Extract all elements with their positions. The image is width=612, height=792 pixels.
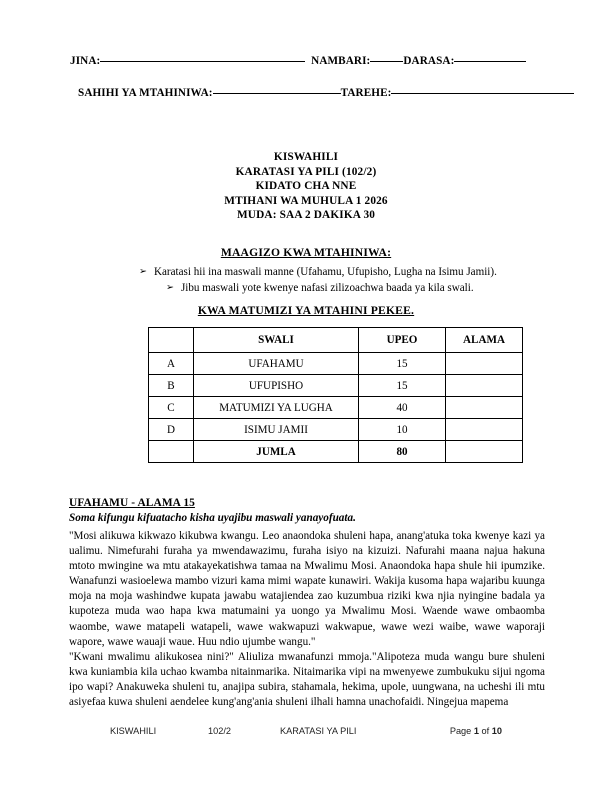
passage-paragraph-1: "Mosi alikuwa kikwazo kikubwa kwangu. Leo anaondoka shuleni hapa, anang'atuka toka kwenye kazi ya ualimu. Nimefurahi furaha ya mwendawazimu, furaha isiyo na kizuizi. Nafurahi maana najua hakuna mtoto mwingine wa mtu atakayekatishwa tamaa na Mwalimu Mosi. Anaondoka hapa shule hii ipumzike. Wanafunzi wasioelewa mambo vizuri kama mimi wapate kunawiri. Wakija kusoma hapa wajaribu kuunga moja na moja washindwe kupata jawabu watajiendea zao kuzumbua riziki kwa njia nyingine badala ya kupoteza muda wao hapa kwa matumaini ya uongo ya Mwalimu Mosi. Waende wawe ombaomba waombe, wawe matapeli watapeli, wawe wakwapuzi wakwapue, wawe wezi waibe, wawe waporaji wapore, wawe wauaji waue. Huu ndio ujumbe wangu." xyxy=(69,530,545,648)
footer-subject: KISWAHILI xyxy=(110,726,157,736)
row-letter: C xyxy=(149,397,194,419)
page-footer xyxy=(0,726,612,736)
exam-form: KIDATO CHA NNE xyxy=(255,180,357,193)
index-fill-line[interactable] xyxy=(370,61,403,62)
instructions-list xyxy=(0,264,612,296)
name-label: JINA: xyxy=(70,55,101,67)
section-a-heading: UFAHAMU - ALAMA 15 xyxy=(69,497,195,509)
row-max: 15 xyxy=(359,353,446,375)
date-label: TAREHE xyxy=(340,87,388,100)
row-letter: B xyxy=(149,375,194,397)
row-score[interactable] xyxy=(446,375,523,397)
signature-label: SAHIHI YA MTAHINIWA xyxy=(78,87,209,100)
footer-current-page: 1 xyxy=(473,726,479,736)
exam-name: MTIHANI WA MUHULA 1 2026 xyxy=(224,194,388,207)
passage-paragraph-2: "Kwani mwalimu alikukosea nini?" Aliuliza mwanafunzi mmoja."Alipoteza muda wangu bure shuleni kwa kuniambia kila uchao kwamba nitainmarika. Nitaimarika vipi na mwenyewe zumbukuku sijui ngoma ipo wapi? Anakuweka shuleni tu, anajipa subira, stahamala, hekima, upole, uungwana, na ucheshi ili mtu asiyefaa kuwa shuleni aendelee kung'ang'ania shuleni ilhali hamna unachofaidi. Ningejua mapema xyxy=(69,650,545,709)
table-header-row xyxy=(149,328,523,353)
row-score[interactable] xyxy=(446,419,523,441)
instruction-item-1-text: Karatasi hii ina maswali manne (Ufahamu, Ufupisho, Lugha na Isimu Jamii). xyxy=(153,266,497,278)
section-a-instruction: Soma kifungu kifuatacho kisha uyajibu maswali yanayofuata. xyxy=(69,512,356,524)
arrowhead-bullet-icon: ➢ xyxy=(166,282,174,293)
candidate-header-row-2 xyxy=(0,87,612,100)
footer-paper-code: 102/2 xyxy=(208,726,231,736)
row-score[interactable] xyxy=(446,353,523,375)
index-label: NAMBARI: xyxy=(311,55,371,67)
exam-duration: MUDA: SAA 2 DAKIKA 30 xyxy=(236,209,376,222)
row-section: MATUMIZI YA LUGHA xyxy=(194,397,359,419)
footer-page-number xyxy=(416,726,502,736)
row-letter: D xyxy=(149,419,194,441)
comprehension-passage xyxy=(69,529,545,710)
arrowhead-bullet-icon: ➢ xyxy=(139,266,147,277)
table-row xyxy=(149,397,523,419)
class-fill-line[interactable] xyxy=(454,61,526,62)
candidate-header-row-1 xyxy=(0,55,612,68)
candidate-header xyxy=(0,55,612,101)
row-max: 10 xyxy=(359,419,446,441)
exam-subject: KISWAHILI xyxy=(273,151,339,163)
date-colon: : xyxy=(387,87,392,100)
class-colon: : xyxy=(450,55,455,67)
table-header-upeo: UPEO xyxy=(359,328,446,353)
instruction-item-2-text: Jibu maswali yote kwenye nafasi zilizoachwa baada ya kila swali. xyxy=(180,282,474,294)
table-row xyxy=(149,375,523,397)
row-max: 15 xyxy=(359,375,446,397)
signature-colon: : xyxy=(208,87,213,100)
row-score[interactable] xyxy=(446,397,523,419)
total-max: 80 xyxy=(359,441,446,463)
date-fill-line[interactable] xyxy=(391,93,574,94)
table-header-blank xyxy=(149,328,194,353)
footer-total-pages: 10 xyxy=(491,726,502,736)
instructions-heading: MAAGIZO KWA MTAHINIWA: xyxy=(220,246,392,259)
row-section: UFAHAMU xyxy=(194,353,359,375)
footer-page-prefix: Page xyxy=(449,726,472,736)
total-letter xyxy=(149,441,194,463)
table-header-alama: ALAMA xyxy=(446,328,523,353)
table-row xyxy=(149,419,523,441)
class-label: DARASA xyxy=(403,55,451,67)
exam-paper: KARATASI YA PILI (102/2) xyxy=(235,165,377,178)
table-row xyxy=(149,353,523,375)
row-section: ISIMU JAMII xyxy=(194,419,359,441)
row-section: UFUPISHO xyxy=(194,375,359,397)
signature-fill-line[interactable] xyxy=(213,93,341,94)
table-header-swali: SWALI xyxy=(194,328,359,353)
row-letter: A xyxy=(149,353,194,375)
footer-paper-name: KARATASI YA PILI xyxy=(280,726,357,736)
row-max: 40 xyxy=(359,397,446,419)
total-label: JUMLA xyxy=(194,441,359,463)
footer-page-of: of xyxy=(481,726,490,736)
instruction-item-2 xyxy=(0,280,612,296)
total-score[interactable] xyxy=(446,441,523,463)
name-fill-line[interactable] xyxy=(100,61,305,62)
marks-allocation-table xyxy=(148,327,523,463)
exam-title-block xyxy=(0,150,612,223)
table-total-row xyxy=(149,441,523,463)
examiner-use-heading: KWA MATUMIZI YA MTAHINI PEKEE. xyxy=(197,304,415,317)
instruction-item-1 xyxy=(0,264,612,280)
